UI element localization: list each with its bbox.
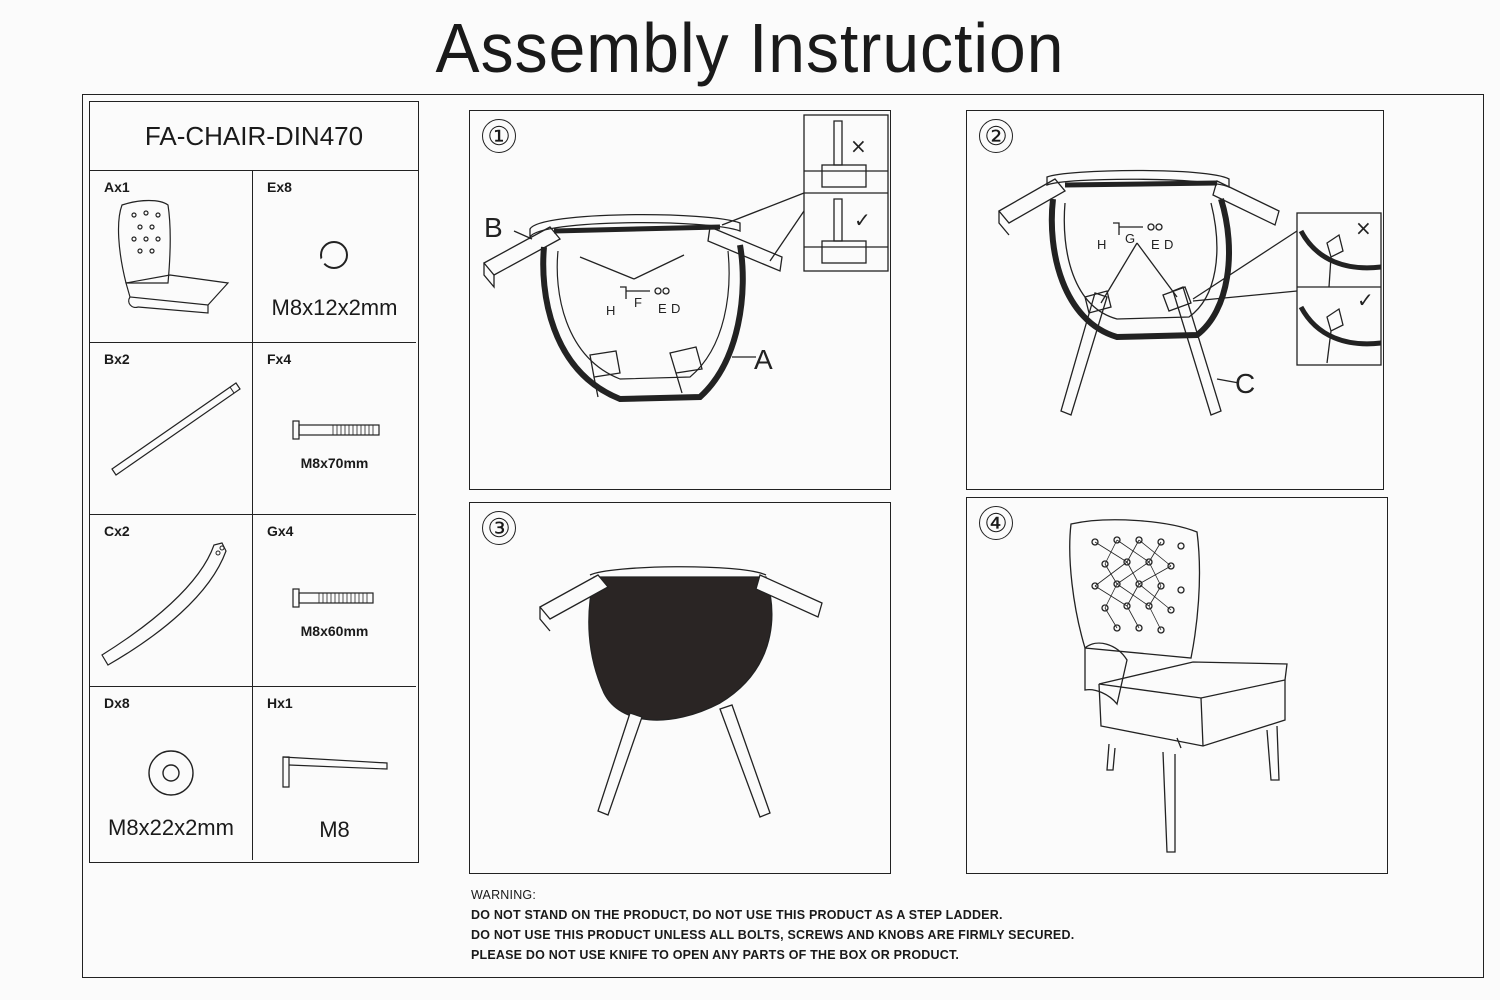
document-title: Assembly Instruction: [435, 9, 1065, 87]
callout-e: E: [1151, 237, 1160, 252]
callout-f: F: [634, 295, 642, 310]
part-spec: M8x22x2mm: [108, 815, 234, 840]
part-label: Ax1: [104, 179, 130, 195]
step-number: ②: [979, 119, 1013, 153]
right-mark: ✓: [854, 208, 871, 232]
part-f-cell: [253, 343, 416, 515]
part-spec: M8x12x2mm: [271, 295, 398, 320]
part-label: Cx2: [104, 523, 130, 539]
warning-block: [471, 885, 1074, 965]
step-1-diagram: [470, 111, 890, 489]
bolt-70mm-icon: [253, 343, 416, 515]
bolt-60mm-icon: [253, 515, 416, 687]
part-label: Ex8: [267, 179, 292, 195]
part-g-cell: [253, 515, 416, 687]
chair-assembled-icon: [90, 171, 253, 343]
part-d-cell: [90, 687, 253, 860]
step-1-panel: [469, 110, 891, 490]
part-a-cell: [90, 171, 253, 343]
part-spec: M8x60mm: [300, 623, 369, 639]
step-3-diagram: [470, 503, 890, 873]
chair-leg-icon: [90, 515, 253, 687]
model-number: FA-CHAIR-DIN470: [90, 102, 418, 171]
warning-heading: WARNING:: [471, 888, 537, 902]
wrong-mark: ×: [1355, 216, 1372, 240]
part-c-cell: [90, 515, 253, 687]
callout-c: C: [1235, 368, 1256, 399]
warning-line: DO NOT USE THIS PRODUCT UNLESS ALL BOLTS, SCREWS AND KNOBS ARE FIRMLY SECURED.: [471, 928, 1075, 942]
part-label: Dx8: [104, 695, 130, 711]
armrest-bar-icon: [90, 343, 253, 515]
warning-line: DO NOT STAND ON THE PRODUCT, DO NOT USE THIS PRODUCT AS A STEP LADDER.: [471, 908, 1003, 922]
callout-g: G: [1125, 231, 1136, 246]
part-h-cell: [253, 687, 416, 860]
step-number: ①: [482, 119, 516, 153]
step-4-panel: [966, 497, 1388, 874]
warning-line: PLEASE DO NOT USE KNIFE TO OPEN ANY PARTS OF THE BOX OR PRODUCT.: [471, 948, 960, 962]
right-mark: ✓: [1357, 288, 1374, 312]
part-e-cell: [253, 171, 416, 343]
part-label: Fx4: [267, 351, 292, 367]
part-label: Hx1: [267, 695, 293, 711]
step-number: ③: [482, 511, 516, 545]
step-3-panel: [469, 502, 891, 874]
part-label: Bx2: [104, 351, 130, 367]
callout-h: H: [1097, 237, 1107, 252]
part-label: Gx4: [267, 523, 294, 539]
callout-b: B: [484, 212, 503, 243]
part-b-cell: [90, 343, 253, 515]
callout-d: D: [671, 301, 681, 316]
step-2-panel: [966, 110, 1384, 490]
callout-e: E: [658, 301, 667, 316]
callout-a: A: [754, 344, 773, 375]
step-4-diagram: [967, 498, 1387, 873]
step-2-diagram: [967, 111, 1383, 489]
part-spec: M8: [319, 817, 350, 842]
part-spec: M8x70mm: [300, 455, 369, 471]
callout-d: D: [1164, 237, 1174, 252]
wrong-mark: ×: [850, 134, 867, 158]
callout-h: H: [606, 303, 616, 318]
step-number: ④: [979, 506, 1013, 540]
parts-list: [89, 101, 419, 863]
